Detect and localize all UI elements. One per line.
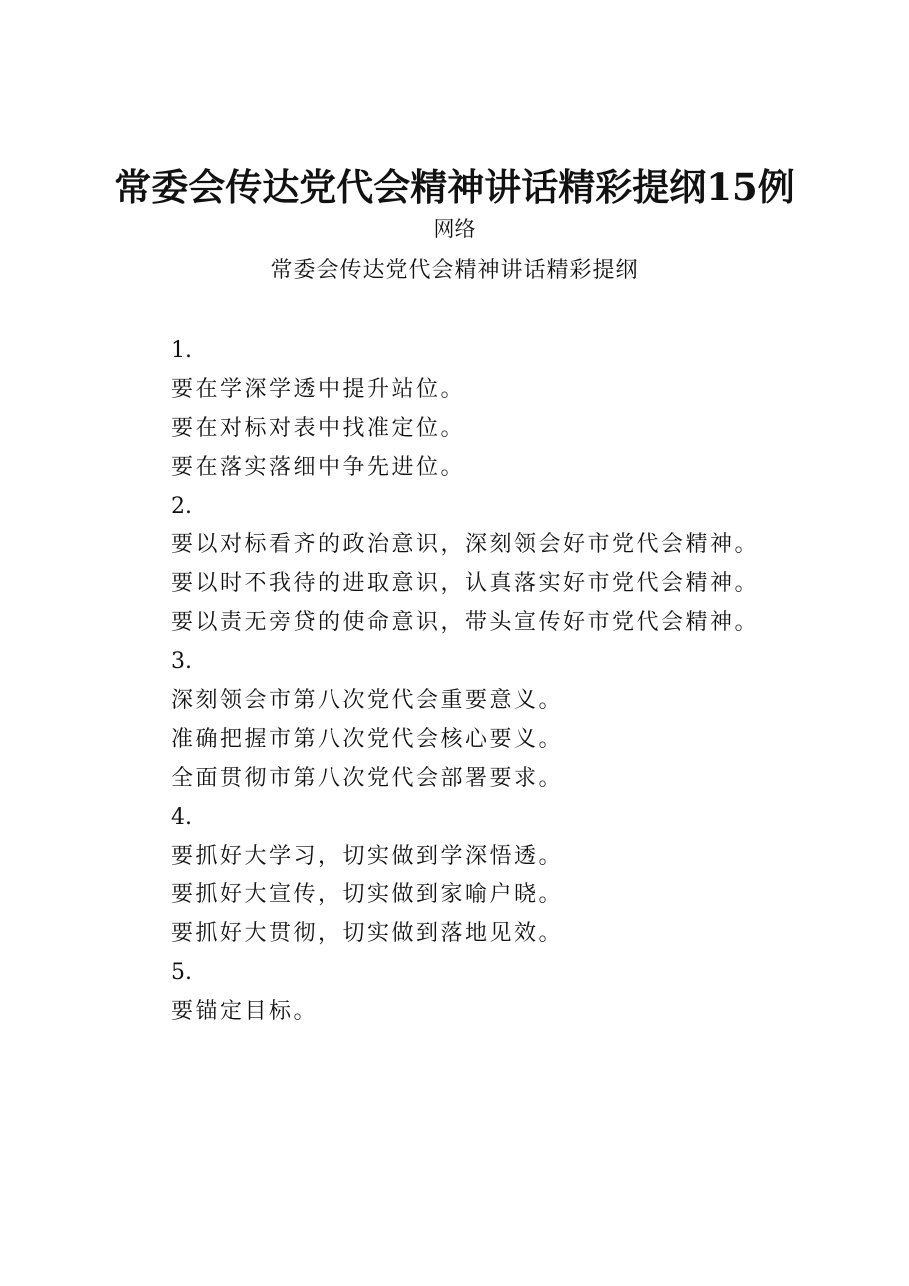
body-line: 要在学深学透中提升站位。 [171,376,466,402]
body-line: 要以责无旁贷的使命意识，带头宣传好市党代会精神。 [171,610,760,636]
section-number: 1. [171,338,192,363]
section-number: 3. [171,649,192,675]
body-line: 要抓好大贯彻，切实做到落地见效。 [171,921,564,947]
body-line: 要以对标看齐的政治意识，深刻领会好市党代会精神。 [171,532,760,558]
section-number: 5. [171,960,192,986]
document-title: 常委会传达党代会精神讲话精彩提纲15例 [114,165,795,209]
body-line: 深刻领会市第八次党代会重要意义。 [171,688,564,714]
document-subtitle: 常委会传达党代会精神讲话精彩提纲 [270,258,639,283]
body-line: 要以时不我待的进取意识，认真落实好市党代会精神。 [171,571,760,597]
section-number: 2. [171,493,192,519]
body-line: 要在落实落细中争先进位。 [171,454,466,480]
document-source: 网络 [433,217,476,241]
body-line: 全面贯彻市第八次党代会部署要求。 [171,765,564,791]
body-line: 要锚定目标。 [171,999,319,1025]
body-line: 准确把握市第八次党代会核心要义。 [171,726,564,752]
body-line: 要抓好大宣传，切实做到家喻户晓。 [171,882,564,908]
body-line: 要抓好大学习，切实做到学深悟透。 [171,843,564,869]
document-body [171,332,851,1032]
section-number: 4. [171,804,192,830]
body-line: 要在对标对表中找准定位。 [171,415,466,441]
